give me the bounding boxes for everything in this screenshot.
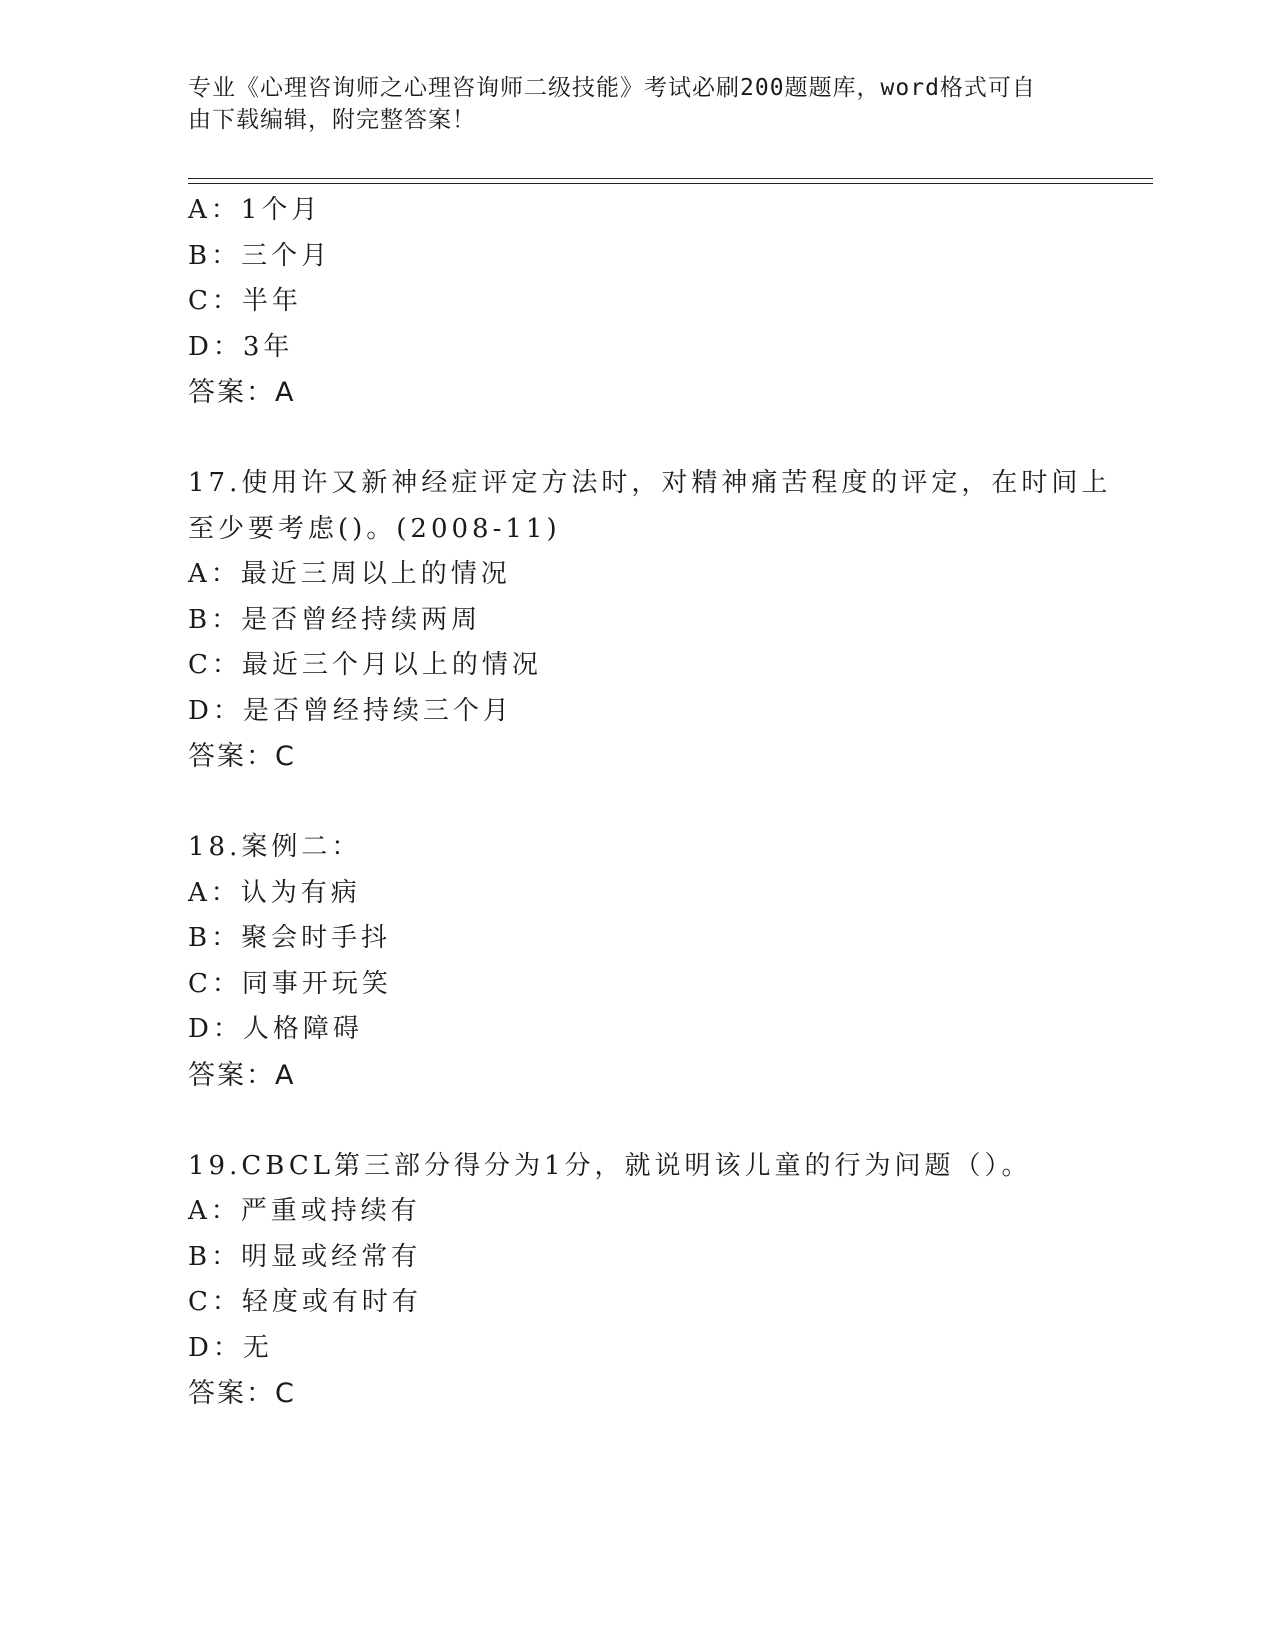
option-d: D：3年 [188, 331, 294, 362]
option-a: A：1个月 [188, 195, 322, 225]
option-b: B：是否曾经持续两周 [188, 604, 482, 635]
answer: 答案：C [188, 1378, 296, 1409]
option-a: A：严重或持续有 [188, 1196, 421, 1226]
header-divider [188, 178, 1153, 184]
option-a: A：最近三周以上的情况 [188, 559, 511, 589]
option-d: D：无 [188, 1332, 273, 1363]
question-18 [188, 825, 1153, 1098]
option-c: C：半年 [188, 286, 302, 316]
option-a: A：认为有病 [188, 877, 361, 908]
answer: 答案：C [188, 741, 296, 772]
question-stem: 19.CBCL第三部分得分为1分，就说明该儿童的行为问题（）。 [188, 1150, 1032, 1181]
page-header [188, 72, 1088, 136]
option-c: C：最近三个月以上的情况 [188, 650, 542, 680]
option-d: D：是否曾经持续三个月 [188, 695, 513, 726]
question-16-continued [188, 188, 1153, 416]
answer: 答案：A [188, 1059, 296, 1091]
question-stem-line-2: 至少要考虑()。(2008-11) [188, 513, 561, 544]
question-stem: 18.案例二： [188, 832, 362, 862]
document-body [188, 188, 1153, 1417]
question-17 [188, 461, 1153, 780]
header-line-1: 专业《心理咨询师之心理咨询师二级技能》考试必刷200题题库，word格式可自 [188, 75, 1036, 101]
option-b: B：聚会时手抖 [188, 923, 392, 953]
option-c: C：轻度或有时有 [188, 1287, 422, 1317]
option-b: B：三个月 [188, 240, 332, 271]
header-line-2: 由下载编辑，附完整答案！ [188, 107, 476, 133]
option-c: C：同事开玩笑 [188, 968, 392, 999]
option-b: B：明显或经常有 [188, 1241, 422, 1272]
option-d: D：人格障碍 [188, 1014, 363, 1044]
answer: 答案：A [188, 377, 296, 408]
question-stem-line-1: 17.使用许又新神经症评定方法时，对精神痛苦程度的评定，在时间上 [188, 468, 1112, 498]
question-19 [188, 1144, 1153, 1417]
